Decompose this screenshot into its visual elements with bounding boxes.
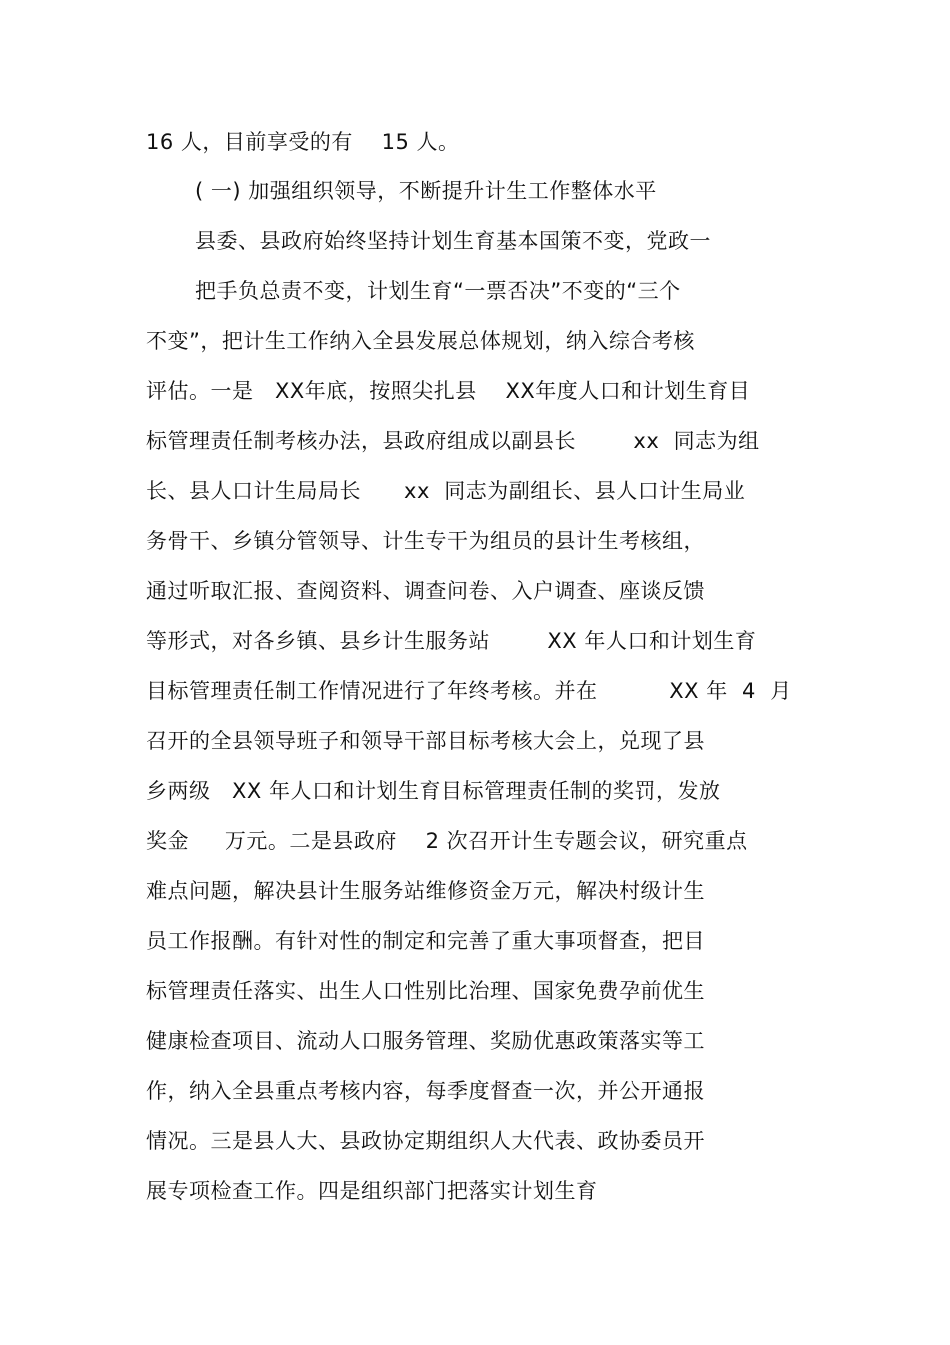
text-line-21: 情况。三是县人大、县政协定期组织人大代表、政协委员开	[146, 1129, 705, 1153]
text-line-3: 县委、县政府始终坚持计划生育基本国策不变，党政一	[195, 229, 711, 253]
text-line-20: 作，纳入全县重点考核内容，每季度督查一次，并公开通报	[146, 1079, 705, 1103]
text-line-15: 奖金 万元。二是县政府 2 次召开计生专题会议，研究重点	[146, 829, 748, 853]
text-line-6: 评估。一是 XX年底，按照尖扎县 XX年度人口和计划生育目	[146, 379, 751, 403]
text-line-12: 目标管理责任制工作情况进行了年终考核。并在 XX 年 4 月	[146, 679, 792, 703]
text-line-10: 通过听取汇报、查阅资料、调查问卷、入户调查、座谈反馈	[146, 579, 705, 603]
text-line-5: 不变”，把计生工作纳入全县发展总体规划，纳入综合考核	[146, 329, 695, 353]
text-line-11: 等形式，对各乡镇、县乡计生服务站 XX 年人口和计划生育	[146, 629, 757, 653]
text-line-8: 长、县人口计生局局长 xx 同志为副组长、县人口计生局业	[146, 479, 746, 503]
text-line-16: 难点问题，解决县计生服务站维修资金万元，解决村级计生	[146, 879, 705, 903]
text-line-13: 召开的全县领导班子和领导干部目标考核大会上，兑现了县	[146, 729, 705, 753]
text-line-19: 健康检查项目、流动人口服务管理、奖励优惠政策落实等工	[146, 1029, 705, 1053]
text-line-22: 展专项检查工作。四是组织部门把落实计划生育	[146, 1179, 598, 1203]
text-line-7: 标管理责任制考核办法，县政府组成以副县长 xx 同志为组	[146, 429, 760, 453]
text-line-17: 员工作报酬。有针对性的制定和完善了重大事项督查，把目	[146, 929, 705, 953]
text-line-14: 乡两级 XX 年人口和计划生育目标管理责任制的奖罚，发放	[146, 779, 721, 803]
text-line-1: 16 人，目前享受的有 15 人。	[146, 130, 460, 154]
section-heading: ( 一) 加强组织领导，不断提升计生工作整体水平	[195, 179, 657, 203]
text-line-18: 标管理责任落实、出生人口性别比治理、国家免费孕前优生	[146, 979, 705, 1003]
text-line-4: 把手负总责不变，计划生育“一票否决”不变的“三个	[195, 279, 681, 303]
text-line-9: 务骨干、乡镇分管领导、计生专干为组员的县计生考核组，	[146, 529, 705, 553]
